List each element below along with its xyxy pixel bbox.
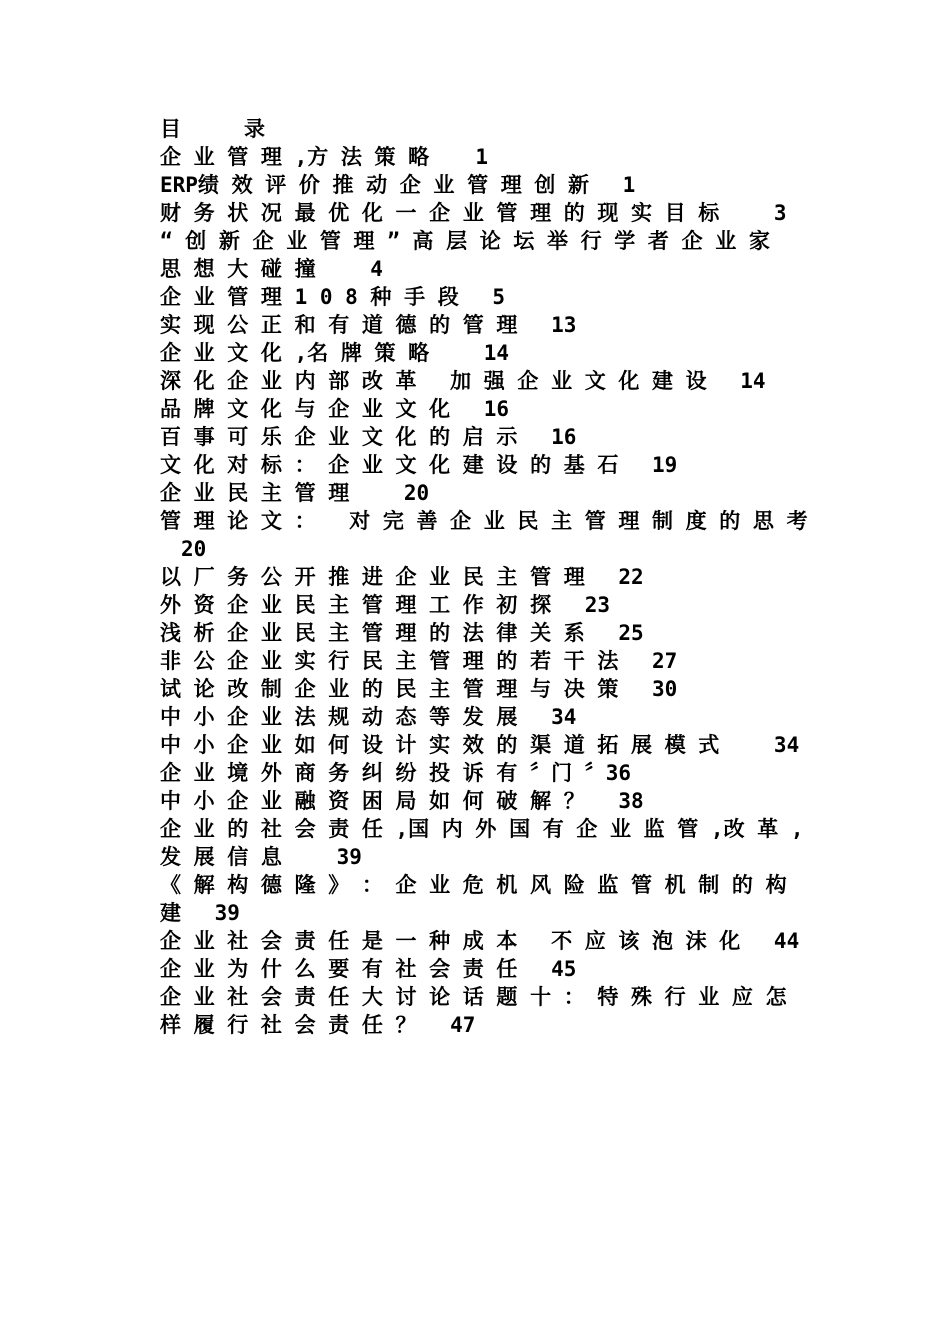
table-of-contents: [160, 115, 850, 1039]
toc-entry[interactable]: 管 理 论 文 ： 对 完 善 企 业 民 主 管 理 制 度 的 思 考: [160, 509, 808, 533]
toc-entry[interactable]: 深 化 企 业 内 部 改 革 加 强 企 业 文 化 建 设 14: [160, 369, 766, 393]
toc-entry[interactable]: 中 小 企 业 法 规 动 态 等 发 展 34: [160, 705, 577, 729]
toc-entry[interactable]: 中 小 企 业 如 何 设 计 实 效 的 渠 道 拓 展 模 式 34: [160, 733, 800, 757]
toc-entry[interactable]: 实 现 公 正 和 有 道 德 的 管 理 13: [160, 313, 577, 337]
toc-entry[interactable]: 企 业 的 社 会 责 任 ,国 内 外 国 有 企 业 监 管 ,改 革 ,: [160, 817, 804, 841]
toc-entry-continuation[interactable]: 发 展 信 息 39: [160, 845, 362, 869]
toc-entry[interactable]: “ 创 新 企 业 管 理 ” 高 层 论 坛 举 行 学 者 企 业 家: [160, 229, 770, 253]
toc-entry[interactable]: 企 业 境 外 商 务 纠 纷 投 诉 有 〞门 〞36: [160, 761, 632, 785]
toc-entry[interactable]: 文 化 对 标 ： 企 业 文 化 建 设 的 基 石 19: [160, 453, 678, 477]
toc-entry[interactable]: 企 业 社 会 责 任 是 一 种 成 本 不 应 该 泡 沫 化 44: [160, 929, 800, 953]
toc-entry[interactable]: ERP绩 效 评 价 推 动 企 业 管 理 创 新 1: [160, 173, 636, 197]
toc-entry[interactable]: 《 解 构 德 隆 》 ： 企 业 危 机 风 险 监 管 机 制 的 构: [160, 873, 787, 897]
toc-entry[interactable]: 企 业 为 什 么 要 有 社 会 责 任 45: [160, 957, 577, 981]
toc-entry[interactable]: 企 业 管 理 ,方 法 策 略 1: [160, 145, 489, 169]
toc-entry[interactable]: 浅 析 企 业 民 主 管 理 的 法 律 关 系 25: [160, 621, 644, 645]
toc-entry[interactable]: 企 业 文 化 ,名 牌 策 略 14: [160, 341, 510, 365]
toc-entry[interactable]: 非 公 企 业 实 行 民 主 管 理 的 若 干 法 27: [160, 649, 678, 673]
toc-entry[interactable]: 品 牌 文 化 与 企 业 文 化 16: [160, 397, 510, 421]
toc-entry-continuation[interactable]: 样 履 行 社 会 责 任 ？ 47: [160, 1013, 476, 1037]
toc-entry-continuation[interactable]: 建 39: [160, 901, 240, 925]
toc-entry[interactable]: 企 业 民 主 管 理 20: [160, 481, 430, 505]
toc-entry[interactable]: 试 论 改 制 企 业 的 民 主 管 理 与 决 策 30: [160, 677, 678, 701]
toc-entry[interactable]: 企 业 管 理 1 0 8 种 手 段 5: [160, 285, 506, 309]
toc-entry[interactable]: 百 事 可 乐 企 业 文 化 的 启 示 16: [160, 425, 577, 449]
toc-entry-continuation[interactable]: 思 想 大 碰 撞 4: [160, 257, 383, 281]
toc-entry-continuation[interactable]: 20: [160, 537, 207, 561]
toc-entry[interactable]: 外 资 企 业 民 主 管 理 工 作 初 探 23: [160, 593, 611, 617]
toc-entry[interactable]: 企 业 社 会 责 任 大 讨 论 话 题 十 ： 特 殊 行 业 应 怎: [160, 985, 787, 1009]
toc-entry[interactable]: 财 务 状 况 最 优 化 一 企 业 管 理 的 现 实 目 标 3: [160, 201, 787, 225]
toc-entry[interactable]: 中 小 企 业 融 资 困 局 如 何 破 解 ？ 38: [160, 789, 644, 813]
toc-title: 目 录: [160, 117, 265, 141]
toc-entry[interactable]: 以 厂 务 公 开 推 进 企 业 民 主 管 理 22: [160, 565, 644, 589]
